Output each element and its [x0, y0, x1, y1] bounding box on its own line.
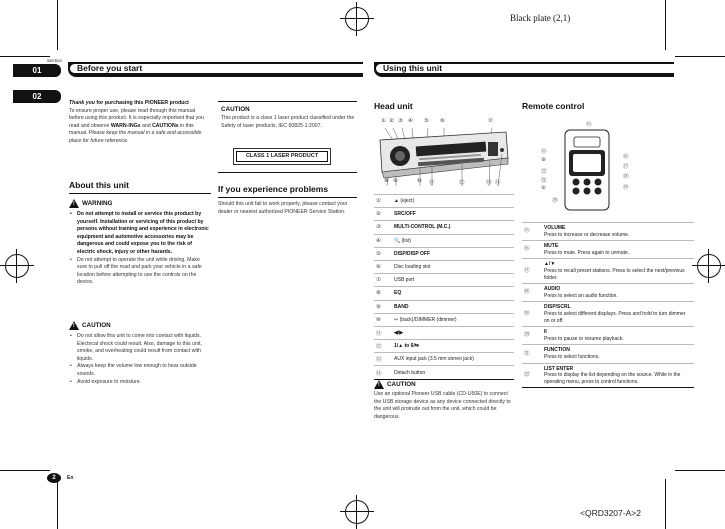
callout: ⑨: [393, 178, 398, 184]
row-content: [542, 259, 694, 284]
callout: ⑬: [486, 180, 492, 186]
part-number: ①: [374, 195, 392, 208]
row-desc: Press to select an audio function.: [544, 292, 618, 299]
divider: [218, 197, 357, 198]
row-title: II: [544, 329, 547, 336]
thanks-bold-2: for purchasing this PIONEER product: [94, 100, 189, 106]
row-title: VOLUME: [544, 225, 566, 231]
part-label: ◀/▶: [392, 326, 514, 339]
table-row: [522, 284, 694, 302]
usb-caution-text: Use an optional Pioneer USB cable (CD-U50E) to connect the USB storage device as any device connected directly to the unit will protrude out from the unit, which could be dangerous.: [374, 391, 511, 420]
parts-table-wrap: [374, 194, 514, 380]
part-number: ⑭: [374, 366, 392, 379]
callout: ⑮: [541, 149, 547, 155]
row-number: ⑱: [522, 284, 542, 302]
head-unit-title: Head unit: [374, 101, 413, 111]
problems-title: If you experience problems: [218, 184, 329, 194]
part-label: EQ: [392, 287, 514, 300]
registration-mark: [5, 254, 29, 278]
part-label: Disc loading slot: [392, 260, 514, 273]
table-row: [374, 221, 514, 234]
header-using-this-unit: [374, 62, 674, 77]
caution-heading: [69, 321, 111, 330]
callout: ㉑: [541, 178, 547, 184]
row-content: [542, 345, 694, 363]
callout: ⑮: [586, 122, 592, 128]
part-label: BAND: [392, 300, 514, 313]
laser-label: CLASS 1 LASER PRODUCT: [236, 151, 328, 162]
table-row: [522, 345, 694, 363]
row-title: AUDIO: [544, 286, 561, 293]
warning-list: [69, 211, 211, 287]
thanks-paragraph: [69, 100, 211, 146]
row-title: FUNCTION: [544, 347, 570, 354]
table-row: [522, 259, 694, 284]
table-row: [522, 223, 694, 241]
callout: ⑨: [541, 157, 546, 163]
registration-mark: [345, 500, 369, 524]
callout: ②: [389, 118, 394, 124]
header-left-title: Before you start: [70, 64, 363, 73]
warning-heading: [69, 199, 112, 208]
table-row: [374, 313, 514, 326]
callout: ⑱: [623, 174, 629, 180]
row-desc: Press to select different displays. Press and hold to turn dimmer on or off.: [544, 310, 686, 324]
part-label: MULTI-CONTROL (M.C.): [392, 221, 514, 234]
language-label: En: [67, 475, 74, 481]
row-desc: Press to pause or resume playback.: [544, 335, 624, 342]
callout: ⑦: [488, 118, 493, 124]
crop-mark: [0, 56, 50, 57]
table-row: [522, 302, 694, 327]
warning-item: • Do not attempt to operate the unit while driving. Make sure to pull off the road and park your vehicle in a safe location before attempting to use the controls on the device.: [69, 257, 211, 287]
problems-text: Should this unit fail to work properly, please contact your dealer or nearest authorized PIONEER Service Station.: [218, 201, 348, 215]
warning-title: WARNING: [82, 200, 113, 208]
row-title: MUTE: [544, 243, 559, 250]
callout: ⑩: [417, 178, 422, 184]
callout: ③: [398, 118, 403, 124]
row-content: [542, 241, 694, 259]
row-title: DISP/SCRL: [544, 304, 571, 311]
usb-caution-title: CAUTION: [387, 381, 416, 389]
header-before-you-start: [68, 62, 363, 77]
part-label: SRC/OFF: [392, 208, 514, 221]
row-content: [542, 302, 694, 327]
callout: ①: [381, 118, 386, 124]
remote-drawing: [560, 128, 615, 212]
callout: ⑰: [623, 164, 629, 170]
parts-table: [374, 194, 514, 380]
caution-title: CAUTION: [82, 322, 111, 330]
page-number: 2: [47, 473, 61, 483]
callout: ㉒: [541, 169, 547, 175]
row-desc: Press to recall preset stations. Press to select the next/previous folder.: [544, 267, 685, 281]
row-title: LIST ENTER: [544, 365, 574, 372]
divider: [218, 101, 357, 102]
part-number: ④: [374, 234, 392, 247]
part-number: ⑩: [374, 313, 392, 326]
table-row: [374, 300, 514, 313]
thanks-in-manual: in this manual.: [69, 122, 194, 137]
crop-mark: [675, 470, 725, 471]
part-number: ⑬: [374, 353, 392, 366]
table-row: [374, 326, 514, 339]
about-title: About this unit: [69, 180, 129, 190]
callout: ⑪: [429, 180, 435, 186]
row-number: ⑯: [522, 241, 542, 259]
laser-caution-text: This product is a class 1 laser product classified under the Safety of laser products, IEC 60825-1:2007.: [221, 115, 355, 129]
divider: [218, 172, 357, 173]
row-desc: Press to display the list depending on the source. While in the operating menu, press to control functions.: [544, 372, 681, 385]
remote-table: [522, 222, 694, 388]
callout: ⑫: [459, 180, 465, 186]
registration-mark: [697, 254, 721, 278]
row-content: [542, 223, 694, 241]
thanks-caution-word: CAUTIONs: [152, 122, 179, 129]
row-content: [542, 363, 694, 388]
part-number: ⑤: [374, 247, 392, 260]
caution-icon: [69, 321, 79, 330]
table-row: [374, 260, 514, 273]
thanks-warning-word: WARN-INGs: [110, 122, 141, 129]
table-row: [374, 274, 514, 287]
part-number: ⑨: [374, 300, 392, 313]
table-row: [374, 366, 514, 379]
table-row: [522, 327, 694, 345]
callout: ⑲: [623, 185, 629, 191]
callout: ⑳: [552, 198, 558, 204]
document-code: <QRD3207-A>2: [580, 508, 641, 518]
section-number: 01: [13, 64, 61, 77]
part-label: ▲ (eject): [392, 195, 514, 208]
crop-mark: [57, 479, 58, 529]
table-row: [374, 234, 514, 247]
crop-mark: [57, 0, 58, 50]
caution-item: • Avoid exposure to moisture.: [69, 379, 211, 387]
callout: ⑥: [440, 118, 445, 124]
warning-icon: [69, 199, 79, 208]
crop-mark: [665, 0, 666, 50]
registration-mark: [345, 7, 369, 31]
row-desc: Press to mute. Press again to unmute.: [544, 249, 630, 256]
callout: ⑭: [495, 180, 501, 186]
crop-mark: [0, 470, 50, 471]
callout: ⑤: [424, 118, 429, 124]
row-title: ▲/▼: [544, 261, 556, 268]
thanks-italic: Please keep the manual in a safe and accessible place for future reference.: [69, 130, 202, 144]
table-row: [374, 247, 514, 260]
table-row: [522, 363, 694, 388]
part-label: AUX input jack (3.5 mm stereo jack): [392, 353, 514, 366]
part-label: 1/▲ to 6/⇆: [392, 340, 514, 353]
usb-caution-heading: [374, 380, 416, 389]
row-number: ⑲: [522, 302, 542, 327]
part-number: ⑫: [374, 340, 392, 353]
crop-mark: [665, 479, 666, 529]
table-row: [374, 287, 514, 300]
row-desc: Press to select functions.: [544, 353, 600, 360]
thanks-text: To ensure proper use, please read through this manual before using this product. It is especially important that you read and observe: [69, 107, 204, 129]
part-label: 🔍 (list): [392, 234, 514, 247]
part-label: ↩ (back)/DIMMER (dimmer): [392, 313, 514, 326]
caution-item: • Always keep the volume low enough to hear outside sounds.: [69, 363, 211, 378]
section-side-number: 02: [13, 90, 61, 103]
laser-caution-title: CAUTION: [221, 106, 250, 113]
row-number: ⑮: [522, 223, 542, 241]
divider: [69, 193, 211, 194]
table-row: [374, 353, 514, 366]
row-number: ㉑: [522, 345, 542, 363]
table-row: [522, 241, 694, 259]
callout: ⑯: [623, 154, 629, 160]
table-row: [374, 340, 514, 353]
header-right-title: Using this unit: [376, 64, 674, 73]
part-number: ⑧: [374, 287, 392, 300]
row-number: ㉒: [522, 363, 542, 388]
callout: ⑧: [384, 178, 389, 184]
row-number: ⑰: [522, 259, 542, 284]
black-plate-label: Black plate (2,1): [510, 13, 571, 23]
part-number: ⑦: [374, 274, 392, 287]
part-label: Detach button: [392, 366, 514, 379]
caution-list: [69, 333, 211, 386]
thanks-bold-1: Thank you: [69, 100, 95, 106]
section-label: Section: [47, 58, 63, 63]
caution-icon: [374, 380, 384, 389]
caution-item: • Do not allow this unit to come into contact with liquids. Electrical shock could result. Also, damage to this unit, smoke, and overheating could result from contact with liquids.: [69, 333, 211, 363]
part-number: ⑥: [374, 260, 392, 273]
row-number: ⑳: [522, 327, 542, 345]
laser-label-frame: [233, 148, 331, 165]
table-row: [374, 195, 514, 208]
callout: ②: [541, 185, 546, 191]
thanks-and: and: [140, 122, 153, 129]
part-number: ③: [374, 221, 392, 234]
remote-illustration: [560, 128, 615, 212]
part-label: DISP/DISP OFF: [392, 247, 514, 260]
part-number: ⑪: [374, 326, 392, 339]
warning-item: • Do not attempt to install or service this product by yourself. Installation or servicing of this product by persons without training and experience in electronic equipment and automotive accessories may be dangerous and could expose you to the risk of electric shock, injury or other hazards.: [69, 211, 211, 257]
remote-table-wrap: [522, 222, 694, 388]
part-number: ②: [374, 208, 392, 221]
part-label: USB port: [392, 274, 514, 287]
remote-title: Remote control: [522, 101, 585, 111]
row-content: [542, 284, 694, 302]
callout: ④: [408, 118, 413, 124]
table-row: [374, 208, 514, 221]
crop-mark: [675, 56, 725, 57]
row-desc: Press to increase or decrease volume.: [544, 231, 630, 238]
row-content: [542, 327, 694, 345]
